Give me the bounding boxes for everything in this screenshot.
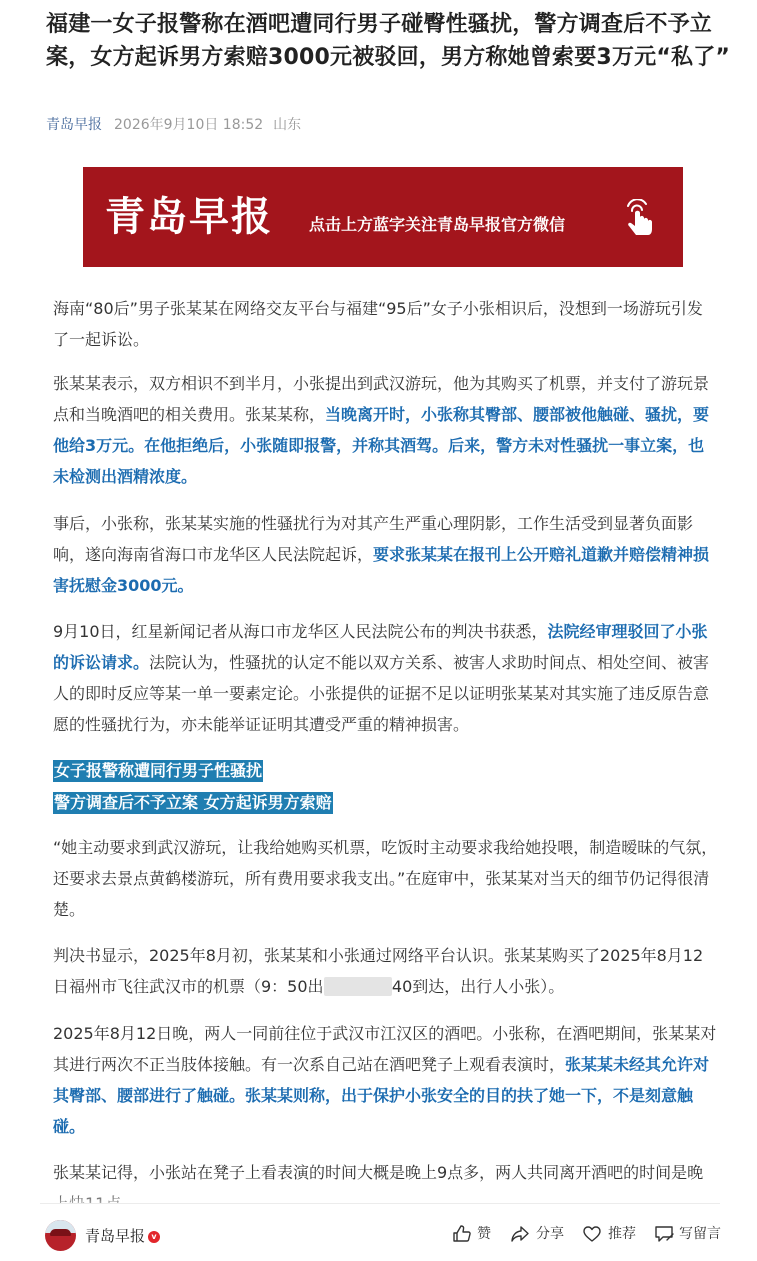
comment-button[interactable]: [654, 1219, 724, 1249]
comment-icon: [654, 1224, 674, 1244]
paragraph-2-highlight: 当晚离开时，小张称其臀部、腰部被他触碰、骚扰，要他给3万元。在他拒绝后，小张随即报警，并称其酒驾。后来，警方未对性骚扰一事立案，也未检测出酒精浓度。: [53, 405, 710, 486]
paragraph-4: [53, 616, 718, 740]
paragraph-7: [53, 1018, 718, 1142]
paragraph-3-text: 事后，小张称，张某某实施的性骚扰行为对其产生严重心理阴影，工作生活受到显著负面影响，遂向海南省海口市龙华区人民法院起诉，: [53, 514, 694, 564]
like-button[interactable]: [452, 1219, 494, 1249]
paragraph-1: 海南“80后”男子张某某在网络交友平台与福建“95后”女子小张相识后，没想到一场游玩引发了一起诉讼。: [53, 299, 703, 349]
banner-slogan: 点击上方蓝字关注青岛早报官方微信: [309, 215, 566, 234]
account-avatar[interactable]: [45, 1220, 76, 1251]
paragraph-4-highlight: 法院经审理驳回了小张的诉讼请求。: [53, 622, 708, 672]
section-label-1: 女子报警称遭同行男子性骚扰: [54, 761, 263, 780]
share-icon: [510, 1224, 530, 1244]
paragraph-2-text: 张某某表示，双方相识不到半月，小张提出到武汉游玩，他为其购买了机票，并支付了游玩景点和当晚酒吧的相关费用。张某某称，: [53, 374, 710, 424]
like-label: 赞: [477, 1226, 491, 1242]
paragraph-4-text-2: 法院认为，性骚扰的认定不能以双方关系、被害人求助时间点、相处空间、被害人的即时反应等某一单一要素定论。小张提供的证据不足以证明张某某对其实施了违反原告意愿的性骚扰行为，亦未能举证证明其遭受严重的精神损害。: [53, 653, 710, 734]
verified-badge-icon: v: [148, 1231, 160, 1243]
source-account-link[interactable]: 青岛早报: [46, 117, 102, 133]
tap-hand-icon: [622, 199, 656, 239]
follow-banner[interactable]: [83, 167, 683, 267]
share-label: 分享: [536, 1226, 564, 1242]
paragraph-6: [53, 940, 718, 1002]
publish-location: 山东: [273, 117, 302, 133]
publish-time: 2026年9月10日 18:52: [114, 117, 264, 133]
paragraph-6-text: 判决书显示，2025年8月初，张某某和小张通过网络平台认识。张某某购买了2025年8月12日福州市飞往武汉市的机票（9：50出: [53, 946, 704, 996]
blurred-text: 发，11：: [323, 977, 392, 996]
bottom-divider: [40, 1203, 720, 1204]
section-label-2: 警方调查后不予立案 女方起诉男方索赔: [54, 793, 332, 812]
paragraph-8: 张某某记得，小张站在凳子上看表演的时间大概是晚上9点多，两人共同离开酒吧的时间是晚: [53, 1163, 704, 1182]
account-name[interactable]: 青岛早报: [85, 1227, 146, 1245]
paragraph-5: “她主动要求到武汉游玩，让我给她购买机票，吃饭时主动要求我给她投喂，制造暧昧的气氛，还要求去景点黄鹤楼游玩，所有费用要求我支出。”在庭审中，张某某对当天的细节仍记得很清楚。: [53, 838, 718, 919]
thumbs-up-icon: [452, 1224, 472, 1244]
paragraph-3-highlight: 要求张某某在报刊上公开赔礼道歉并赔偿精神损害抚慰金3000元。: [53, 545, 710, 595]
recommend-label: 推荐: [608, 1226, 636, 1242]
paragraph-2: [53, 368, 718, 492]
banner-logo: 青岛早报: [105, 193, 273, 240]
paragraph-7-text: 2025年8月12日晚，两人一同前往位于武汉市江汉区的酒吧。小张称，在酒吧期间，张某某对其进行两次不正当肢体接触。有一次系自己站在酒吧凳子上观看表演时，: [53, 1024, 717, 1074]
share-button[interactable]: [510, 1219, 566, 1249]
paragraph-7-highlight: 张某某未经其允许对其臀部、腰部进行了触碰。张某某则称，出于保护小张安全的目的扶了她一下，不是刻意触碰。: [53, 1055, 710, 1136]
article-title: 福建一女子报警称在酒吧遭同行男子碰臀性骚扰，警方调查后不予立案，女方起诉男方索赔3000元被驳回，男方称她曾索要3万元“私了”: [46, 12, 731, 70]
paragraph-6-text-2: 40到达，出行人小张）。: [391, 977, 565, 996]
comment-label: 写留言: [679, 1226, 721, 1242]
recommend-button[interactable]: [582, 1219, 638, 1249]
article-meta: [46, 115, 301, 135]
paragraph-3: [53, 508, 718, 601]
heart-icon: [582, 1224, 602, 1244]
paragraph-4-text: 9月10日，红星新闻记者从海口市龙华区人民法院公布的判决书获悉，: [53, 622, 548, 641]
bottom-action-bar: [0, 1203, 757, 1261]
